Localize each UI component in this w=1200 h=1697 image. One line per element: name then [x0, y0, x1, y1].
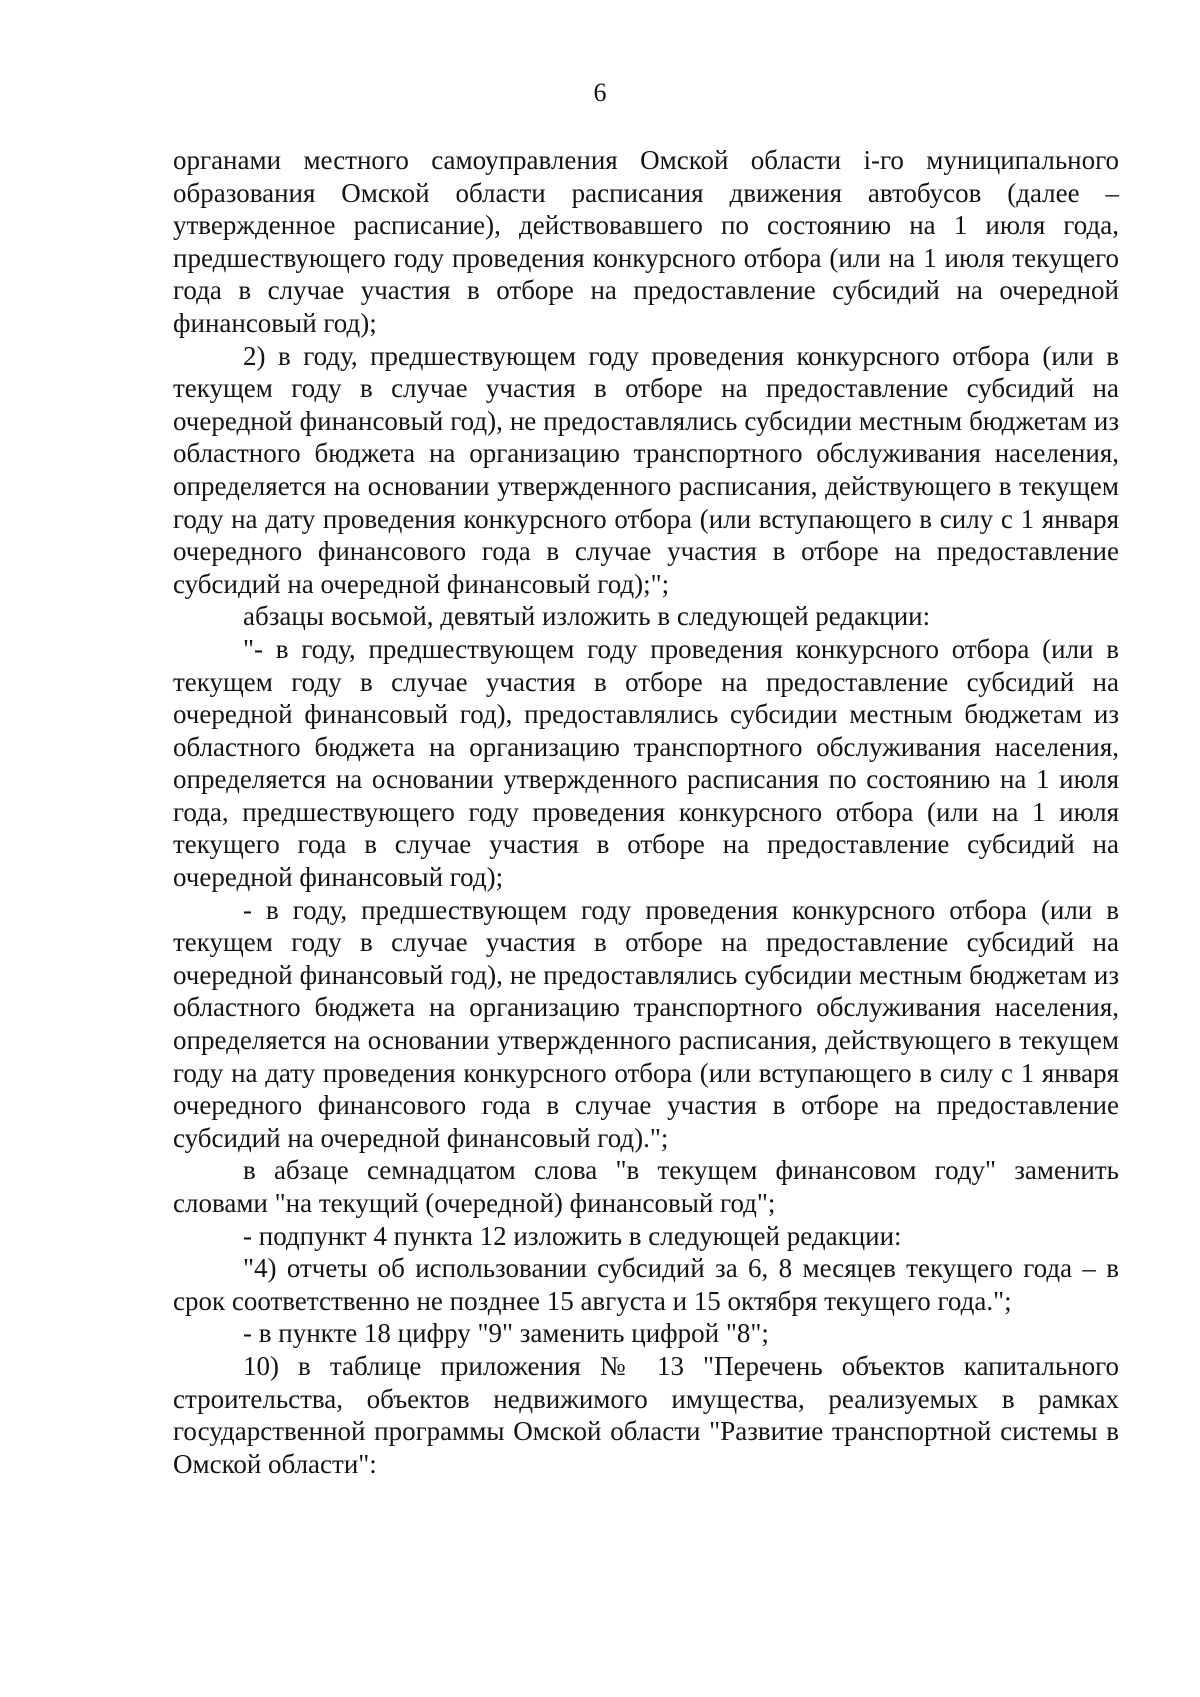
paragraph-subpoint-4: - подпункт 4 пункта 12 изложить в следующей редакции: — [243, 1220, 902, 1251]
document-body — [173, 144, 1119, 1480]
paragraph-seventeenth-abzac: в абзаце семнадцатом слова "в текущем финансовом году" заменить словами "на текущий (очередной) финансовый год"; — [173, 1155, 1119, 1218]
paragraph-item-10: 10) в таблице приложения № 13 "Перечень объектов капитального строительства, объектов недвижимого имущества, реализуемых в рамках государственной программы Омской области "Развитие транспортной системы в Омской области": — [173, 1350, 1119, 1479]
paragraph-continuation: органами местного самоуправления Омской области i-го муниципального образования Омской области расписания движения автобусов (далее – утвержденное расписание), действовавшего по состоянию на 1 июля года, предшествующего году проведения конкурсного отбора (или на 1 июля текущего года в случае участия в отборе на предоставление субсидий на очередной финансовый год); — [173, 145, 1119, 338]
paragraph-quoted-bullet-2: - в году, предшествующем году проведения конкурсного отбора (или в текущем году в случае участия в отборе на предоставление субсидий на очередной финансовый год), не предоставлялись субсидии местным бюджетам из областного бюджета на организацию транспортного обслуживания населения, определяется на основании утвержденного расписания, действующего в текущем году на дату проведения конкурсного отбора (или вступающего в силу с 1 января очередного финансового года в случае участия в отборе на предоставление субсидий на очередной финансовый год)."; — [173, 894, 1119, 1153]
paragraph-item-2: 2) в году, предшествующем году проведения конкурсного отбора (или в текущем году в случае участия в отборе на предоставление субсидий на очередной финансовый год), не предоставлялись субсидии местным бюджетам из областного бюджета на организацию транспортного обслуживания населения, определяется на основании утвержденного расписания, действующего в текущем году на дату проведения конкурсного отбора (или вступающего в силу с 1 января очередного финансового года в случае участия в отборе на предоставление субсидий на очередной финансовый год);"; — [173, 340, 1119, 599]
paragraph-reports-text: "4) отчеты об использовании субсидий за 6, 8 месяцев текущего года – в срок соответственно не позднее 15 августа и 15 октября текущего года."; — [173, 1253, 1119, 1316]
paragraph-point-18: - в пункте 18 цифру "9" заменить цифрой "8"; — [243, 1318, 769, 1349]
page-number: 6 — [593, 78, 607, 107]
paragraph-amendment-instruction: абзацы восьмой, девятый изложить в следующей редакции: — [243, 601, 931, 632]
paragraph-quoted-bullet-1: "- в году, предшествующем году проведения конкурсного отбора (или в текущем году в случае участия в отборе на предоставление субсидий на очередной финансовый год), предоставлялись субсидии местным бюджетам из областного бюджета на организацию транспортного обслуживания населения, определяется на основании утвержденного расписания по состоянию на 1 июля года, предшествующего году проведения конкурсного отбора (или на 1 июля текущего года в случае участия в отборе на предоставление субсидий на очередной финансовый год); — [173, 633, 1119, 893]
